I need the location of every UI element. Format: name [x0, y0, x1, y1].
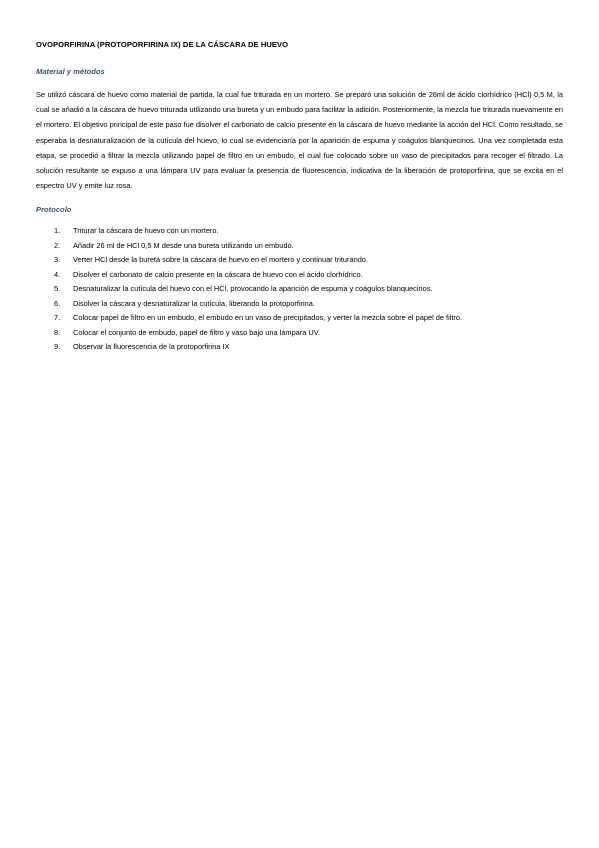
step-text: Verter HCl desde la bureta sobre la cáscara de huevo en el mortero y continuar triturando. [73, 255, 368, 265]
protocol-step [36, 340, 563, 355]
step-number: 7. [54, 313, 61, 323]
protocol-list [36, 224, 563, 355]
step-number: 1. [54, 226, 61, 236]
step-text: Colocar papel de filtro en un embudo, el embudo en un vaso de precipitados, y verter la mezcla sobre el papel de filtro. [73, 313, 463, 323]
protocol-step [36, 239, 563, 254]
step-number: 8. [54, 327, 61, 337]
section-heading-material: Material y métodos [36, 67, 105, 76]
step-text: Añadir 26 ml de HCl 0,5 M desde una bureta utilizando un embudo. [73, 240, 294, 250]
step-number: 6. [54, 298, 61, 308]
document-title: OVOPORFIRINA (PROTOPORFIRINA IX) DE LA CÁSCARA DE HUEVO [36, 40, 289, 49]
protocol-step [36, 297, 563, 312]
step-number: 5. [54, 284, 61, 294]
step-number: 3. [54, 255, 61, 265]
step-text: Desnaturalizar la cutícula del huevo con el HCl, provocando la aparición de espuma y coágulos blanquecinos. [73, 284, 433, 294]
document-page [36, 40, 563, 355]
protocol-step [36, 268, 563, 283]
step-number: 9. [54, 342, 61, 352]
protocol-step [36, 282, 563, 297]
step-number: 2. [54, 240, 61, 250]
protocol-step [36, 224, 563, 239]
protocol-step [36, 311, 563, 326]
step-text: Disolver el carbonato de calcio presente en la cáscara de huevo con el ácido clorhídrico. [73, 269, 363, 279]
section-heading-protocolo: Protocolo [36, 205, 72, 215]
step-text: Disolver la cáscara y desnaturalizar la cutícula, liberando la protoporfirina. [73, 298, 315, 308]
protocol-step [36, 326, 563, 341]
step-text: Observar la fluorescencia de la protoporfirina IX [73, 342, 230, 352]
step-text: Triturar la cáscara de huevo con un mortero. [73, 226, 219, 236]
material-paragraph: Se utilizó cáscara de huevo como material de partida, la cual fue triturada en un mortero. Se preparó una solución de 26ml de ácido clorhídrico (HCl) 0,5 M, la cual se añadió a la cáscara de huevo triturada utilizando una bureta y un embudo para facilitar la adición. Posteriormente, la mezcla fue triturada nuevamente en el mortero. El objetivo principal de este paso fue disolver el carbonato de calcio presente en la cáscara de huevo mediante la acción del HCl. Como resultado, se esperaba la desnaturalización de la cutícula del huevo, lo cual se evidenciaría por la aparición de espuma y coágulos blanquecinos. Una vez completada esta etapa, se procedió a filtrar la mezcla utilizando papel de filtro en un embudo, el cual fue colocado sobre un vaso de precipitados para recoger el filtrado. La solución resultante se expuso a una lámpara UV para evaluar la presencia de fluorescencia, indicativa de la liberación de protoporfirina, que se excita en el espectro UV y emite luz rosa. [36, 90, 563, 191]
step-text: Colocar el conjunto de embudo, papel de filtro y vaso bajo una lámpara UV. [73, 327, 321, 337]
protocol-step [36, 253, 563, 268]
step-number: 4. [54, 269, 61, 279]
